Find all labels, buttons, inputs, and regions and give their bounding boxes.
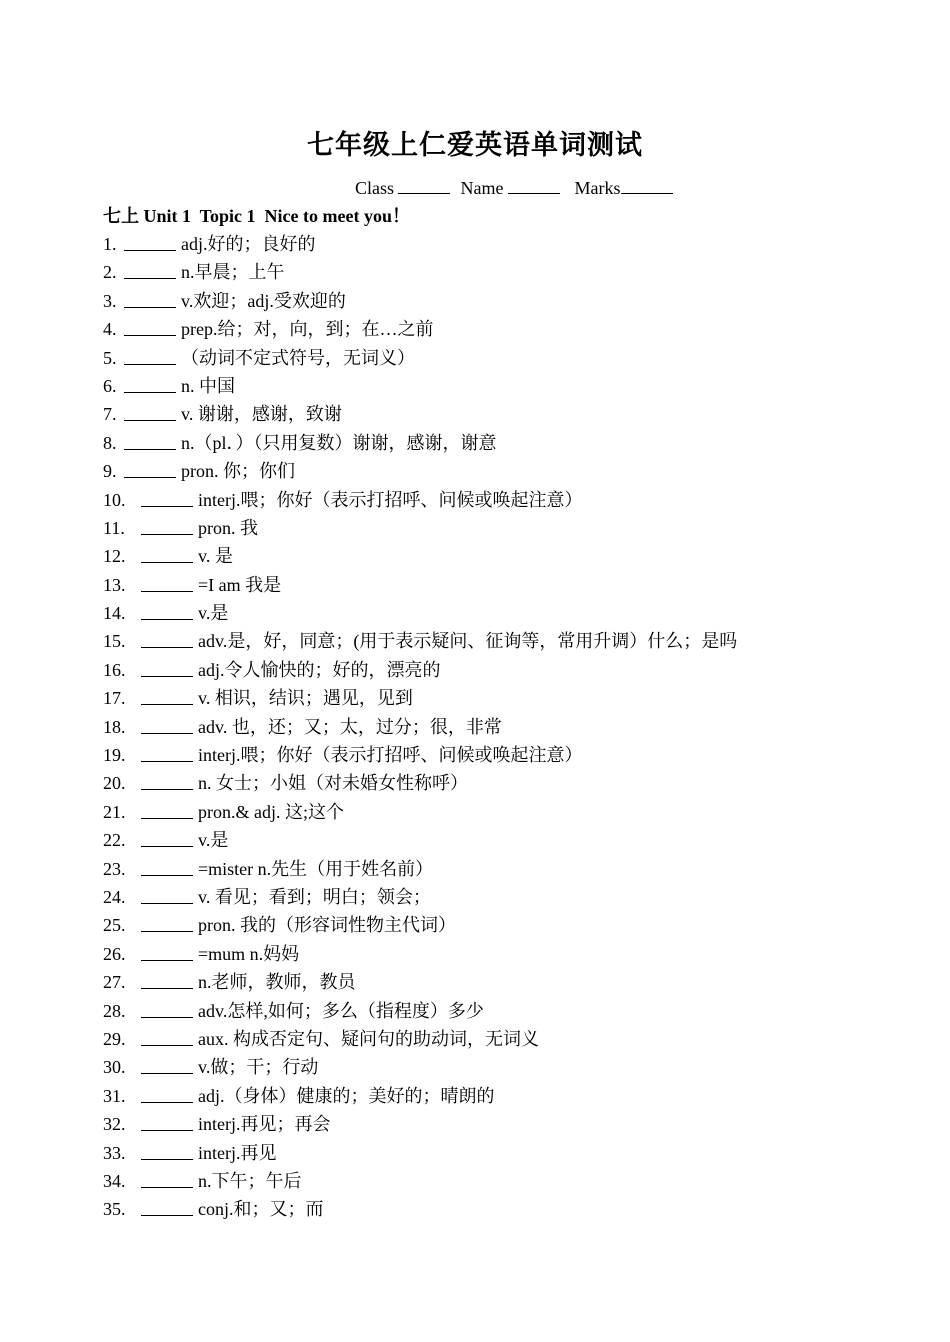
marks-label: Marks xyxy=(574,178,621,198)
list-item xyxy=(103,885,863,913)
item-number: 7. xyxy=(103,404,117,425)
list-item xyxy=(103,346,863,374)
item-definition: adj.令人愉快的；好的，漂亮的 xyxy=(198,659,441,680)
answer-blank[interactable] xyxy=(141,913,193,932)
item-number: 1. xyxy=(103,234,117,254)
list-item xyxy=(103,913,863,941)
answer-blank[interactable] xyxy=(141,1169,193,1188)
item-definition: interj.再见；再会 xyxy=(198,1114,331,1135)
item-number: 30. xyxy=(103,1057,126,1078)
item-definition: pron.& adj. 这;这个 xyxy=(198,801,344,822)
item-definition: n.（pl．）（只用复数）谢谢，感谢，谢意 xyxy=(181,432,497,453)
answer-blank[interactable] xyxy=(141,488,193,507)
item-definition: v.是 xyxy=(198,603,229,624)
answer-blank[interactable] xyxy=(124,374,176,393)
item-number: 9. xyxy=(103,461,117,482)
item-number: 18. xyxy=(103,716,126,737)
item-definition: adv. 也，还；又；太，过分；很，非常 xyxy=(198,716,502,737)
item-definition: n. 中国 xyxy=(181,375,235,396)
item-number: 19. xyxy=(103,745,126,766)
list-item xyxy=(103,1197,863,1225)
item-number: 10. xyxy=(103,489,126,510)
answer-blank[interactable] xyxy=(141,658,193,677)
item-number: 3. xyxy=(103,290,117,311)
answer-blank[interactable] xyxy=(141,1027,193,1046)
item-definition: v. 是 xyxy=(198,546,233,567)
answer-blank[interactable] xyxy=(141,601,193,620)
list-item xyxy=(103,1141,863,1169)
item-definition: adj.好的；良好的 xyxy=(181,234,316,254)
answer-blank[interactable] xyxy=(141,1141,193,1160)
item-number: 27. xyxy=(103,972,126,993)
item-number: 11. xyxy=(103,517,125,538)
list-item xyxy=(103,999,863,1027)
answer-blank[interactable] xyxy=(141,970,193,989)
item-definition: prep.给；对，向，到；在…之前 xyxy=(181,319,434,340)
list-item xyxy=(103,1169,863,1197)
item-number: 25. xyxy=(103,915,126,936)
answer-blank[interactable] xyxy=(141,743,193,762)
item-number: 5. xyxy=(103,347,117,368)
item-definition: pron. 你；你们 xyxy=(181,461,295,482)
answer-blank[interactable] xyxy=(141,800,193,819)
list-item xyxy=(103,857,863,885)
list-item xyxy=(103,573,863,601)
item-number: 8. xyxy=(103,432,117,453)
list-item xyxy=(103,232,863,260)
list-item xyxy=(103,1055,863,1083)
item-definition: adv.怎样,如何；多么（指程度）多少 xyxy=(198,1000,484,1021)
item-definition: pron. 我 xyxy=(198,517,258,538)
list-item xyxy=(103,800,863,828)
answer-blank[interactable] xyxy=(141,544,193,563)
item-definition: pron. 我的（形容词性物主代词） xyxy=(198,915,456,936)
list-item xyxy=(103,260,863,288)
answer-blank[interactable] xyxy=(141,1197,193,1216)
list-item xyxy=(103,1027,863,1055)
answer-blank[interactable] xyxy=(141,771,193,790)
list-item xyxy=(103,317,863,345)
page-title: 七年级上仁爱英语单词测试 xyxy=(307,130,643,161)
item-number: 2. xyxy=(103,262,117,283)
answer-blank[interactable] xyxy=(141,1084,193,1103)
list-item xyxy=(103,942,863,970)
item-number: 31. xyxy=(103,1085,126,1106)
class-label: Class xyxy=(355,178,395,198)
item-number: 28. xyxy=(103,1000,126,1021)
item-number: 26. xyxy=(103,943,126,964)
list-item xyxy=(103,828,863,856)
item-definition: n.下午；午后 xyxy=(198,1170,302,1191)
vocab-list xyxy=(103,232,863,1226)
item-definition: n. 女士；小姐（对未婚女性称呼） xyxy=(198,773,468,794)
list-item xyxy=(103,402,863,430)
list-item xyxy=(103,658,863,686)
item-definition: v. 谢谢，感谢，致谢 xyxy=(181,404,342,425)
item-definition: =mister n.先生（用于姓名前） xyxy=(198,858,434,879)
answer-blank[interactable] xyxy=(141,629,193,648)
list-item xyxy=(103,459,863,487)
list-item xyxy=(103,289,863,317)
answer-blank[interactable] xyxy=(141,857,193,876)
marks-blank[interactable] xyxy=(621,177,673,194)
item-number: 33. xyxy=(103,1142,126,1163)
name-label: Name xyxy=(460,178,504,198)
answer-blank[interactable] xyxy=(124,317,176,336)
item-definition: interj.喂；你好（表示打招呼、问候或唤起注意） xyxy=(198,745,583,766)
item-definition: interj.喂；你好（表示打招呼、问候或唤起注意） xyxy=(198,489,583,510)
answer-blank[interactable] xyxy=(124,402,176,421)
item-definition: v.是 xyxy=(198,830,229,851)
list-item xyxy=(103,601,863,629)
item-definition: v.欢迎；adj.受欢迎的 xyxy=(181,290,346,311)
answer-blank[interactable] xyxy=(141,828,193,847)
list-item xyxy=(103,686,863,714)
item-definition: adv.是，好，同意；(用于表示疑问、征询等，常用升调）什么；是吗 xyxy=(198,631,738,652)
item-number: 34. xyxy=(103,1170,126,1191)
list-item xyxy=(103,374,863,402)
section-heading: 七上 Unit 1 Topic 1 Nice to meet you！ xyxy=(103,206,410,226)
answer-blank[interactable] xyxy=(124,459,176,478)
answer-blank[interactable] xyxy=(124,260,176,279)
answer-blank[interactable] xyxy=(141,1112,193,1131)
item-definition: n.早晨；上午 xyxy=(181,262,285,283)
item-definition: v. 看见；看到；明白；领会； xyxy=(198,886,431,907)
list-item xyxy=(103,970,863,998)
answer-blank[interactable] xyxy=(141,686,193,705)
list-item xyxy=(103,516,863,544)
item-number: 14. xyxy=(103,603,126,624)
item-definition: v. 相识，结识；遇见，见到 xyxy=(198,688,413,709)
item-number: 12. xyxy=(103,546,126,567)
list-item xyxy=(103,431,863,459)
answer-blank[interactable] xyxy=(141,999,193,1018)
answer-blank[interactable] xyxy=(141,573,193,592)
class-blank[interactable] xyxy=(398,177,450,194)
item-definition: interj.再见 xyxy=(198,1142,277,1163)
item-definition: =I am 我是 xyxy=(198,574,282,595)
list-item xyxy=(103,488,863,516)
item-definition: n.老师，教师，教员 xyxy=(198,972,356,993)
answer-blank[interactable] xyxy=(141,715,193,734)
item-number: 35. xyxy=(103,1199,126,1220)
list-item xyxy=(103,771,863,799)
answer-blank[interactable] xyxy=(141,516,193,535)
list-item xyxy=(103,1112,863,1140)
item-definition: =mum n.妈妈 xyxy=(198,943,300,964)
answer-blank[interactable] xyxy=(124,346,176,365)
item-definition: adj.（身体）健康的；美好的；晴朗的 xyxy=(198,1085,495,1106)
answer-blank[interactable] xyxy=(141,885,193,904)
item-number: 23. xyxy=(103,858,126,879)
item-definition: aux. 构成否定句、疑问句的助动词，无词义 xyxy=(198,1028,539,1049)
answer-blank[interactable] xyxy=(124,431,176,450)
list-item xyxy=(103,743,863,771)
item-definition: v.做；干；行动 xyxy=(198,1057,319,1078)
answer-blank[interactable] xyxy=(124,232,176,251)
item-number: 17. xyxy=(103,688,126,709)
answer-blank[interactable] xyxy=(124,289,176,308)
name-blank[interactable] xyxy=(508,177,560,194)
list-item xyxy=(103,715,863,743)
item-number: 32. xyxy=(103,1114,126,1135)
item-number: 29. xyxy=(103,1028,126,1049)
item-number: 15. xyxy=(103,631,126,652)
item-number: 6. xyxy=(103,375,117,396)
answer-blank[interactable] xyxy=(141,1055,193,1074)
list-item xyxy=(103,629,863,657)
item-number: 16. xyxy=(103,659,126,680)
answer-blank[interactable] xyxy=(141,942,193,961)
item-number: 20. xyxy=(103,773,126,794)
item-number: 21. xyxy=(103,801,126,822)
list-item xyxy=(103,1084,863,1112)
list-item xyxy=(103,544,863,572)
student-info-line xyxy=(355,176,679,200)
item-number: 24. xyxy=(103,886,126,907)
item-number: 4. xyxy=(103,319,117,340)
item-definition: conj.和；又；而 xyxy=(198,1199,324,1220)
item-definition: （动词不定式符号，无词义） xyxy=(181,347,415,368)
item-number: 22. xyxy=(103,830,126,851)
item-number: 13. xyxy=(103,574,126,595)
